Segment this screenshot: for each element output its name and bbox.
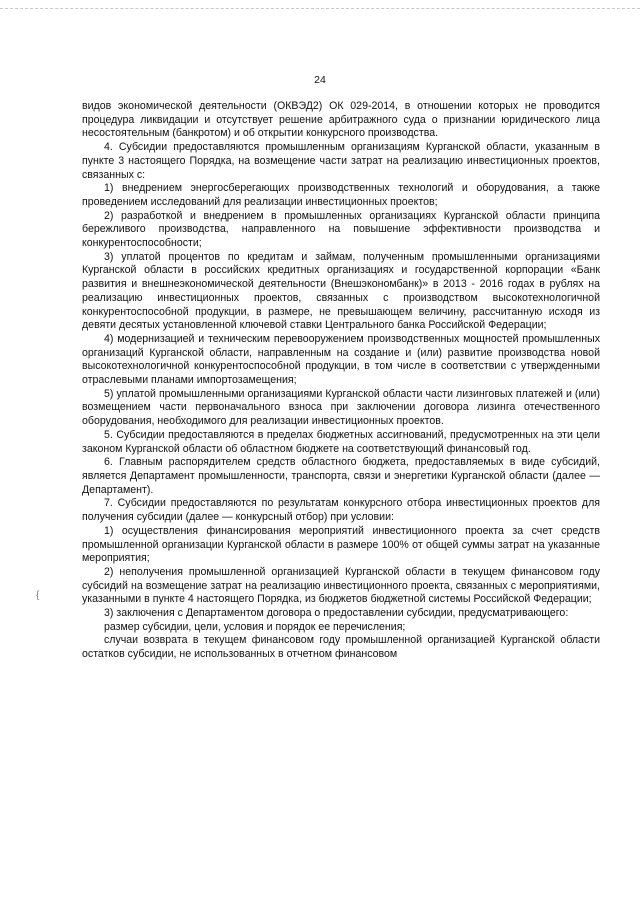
paragraph-clause-4-item-1: 1) внедрением энергосберегающих производственных технологий и оборудования, а также проведением исследований для реализации инвестиционных проектов; (82, 182, 600, 208)
paragraph-clause-6: 6. Главным распорядителем средств областного бюджета, предоставляемых в виде субсидий, является Департамент промышленности, транспорта, связи и энергетики Курганской области (далее — Департамент). (82, 456, 600, 496)
paragraph-clause-4-item-3: 3) уплатой процентов по кредитам и займам, полученным промышленными организациями Курганской области в российских кредитных организациях и государственной корпорации «Банк развития и внешнеэкономической деятельности (Внешэкономбанк)» в 2013 - 2016 годах в рублях на реализацию инвестиционных проектов, связанных с производством высокотехнологичной конкурентоспособной продукции, в размере, не превышающем величину, рассчитанную исходя из девяти десятых установленной ключевой ставки Центрального банка Российской Федерации; (82, 250, 600, 332)
page-number: 24 (314, 74, 326, 86)
paragraph-clause-4-item-5: 5) уплатой промышленными организациями Курганской области части лизинговых платежей и (или) возмещением части первоначального взноса при заключении договора лизинга отечественного оборудования, необходимого для реализации инвестиционных проектов. (82, 387, 600, 428)
paragraph-clause-5: 5. Субсидии предоставляются в пределах бюджетных ассигнований, предусмотренных на эти цели законом Курганской области об областном бюджете на соответствующий финансовый год. (82, 428, 600, 455)
paragraph-subsidy-size: размер субсидии, цели, условия и порядок ее перечисления; (104, 620, 406, 633)
paragraph-refund-cases: случаи возврата в текущем финансовом году промышленной организацией Курганской области остатков субсидии, не использованных в отчетном финансовом (82, 634, 600, 661)
paragraph-clause-7: 7. Субсидии предоставляются по результатам конкурсного отбора инвестиционных проектов для получения субсидии (далее — конкурсный отбор) при условии: (82, 497, 600, 524)
paragraph-clause-7-item-2: 2) неполучения промышленной организацией Курганской области в текущем финансовом году субсидий на возмещение затрат на реализацию инвестиционного проекта, связанных с мероприятиями, указанными в пункте 4 настоящего Порядка, из бюджетов бюджетной системы Российской Федерации; (82, 565, 600, 606)
scan-top-edge (0, 0, 640, 9)
paragraph-continuation: видов экономической деятельности (ОКВЭД2) ОК 029-2014, в отношении которых не проводится процедура ликвидации и отсутствует решение арбитражного суда о признании юридического лица несостоятельным (банкротом) и об открытии конкурсного производства. (82, 100, 600, 140)
paragraph-clause-7-item-3: 3) заключения с Департаментом договора о предоставлении субсидии, предусматривающего: (104, 607, 569, 620)
paragraph-clause-7-item-1: 1) осуществления финансирования мероприятий инвестиционного проекта за счет средств промышленной организации Курганской области в размере 100% от общей суммы затрат на указанные мероприятия; (82, 524, 600, 565)
paragraph-clause-4: 4. Субсидии предоставляются промышленным организациям Курганской области, указанным в пункте 3 настоящего Порядка, на возмещение части затрат на реализацию инвестиционных проектов, связанных с: (82, 141, 600, 181)
document-body (82, 100, 600, 662)
paragraph-clause-4-item-4: 4) модернизацией и техническим перевооружением производственных мощностей промышленных организаций Курганской области, направленным на создание и (или) развитие производства новой высокотехнологичной конкурентоспособной продукции, в том числе в соответствии с утвержденными отраслевыми планами импортозамещения; (82, 332, 600, 387)
paragraph-clause-4-item-2: 2) разработкой и внедрением в промышленных организациях Курганской области принципа бережливого производства, направленного на повышение эффективности производства и конкурентоспособности; (82, 209, 600, 250)
margin-mark: { (36, 590, 40, 601)
